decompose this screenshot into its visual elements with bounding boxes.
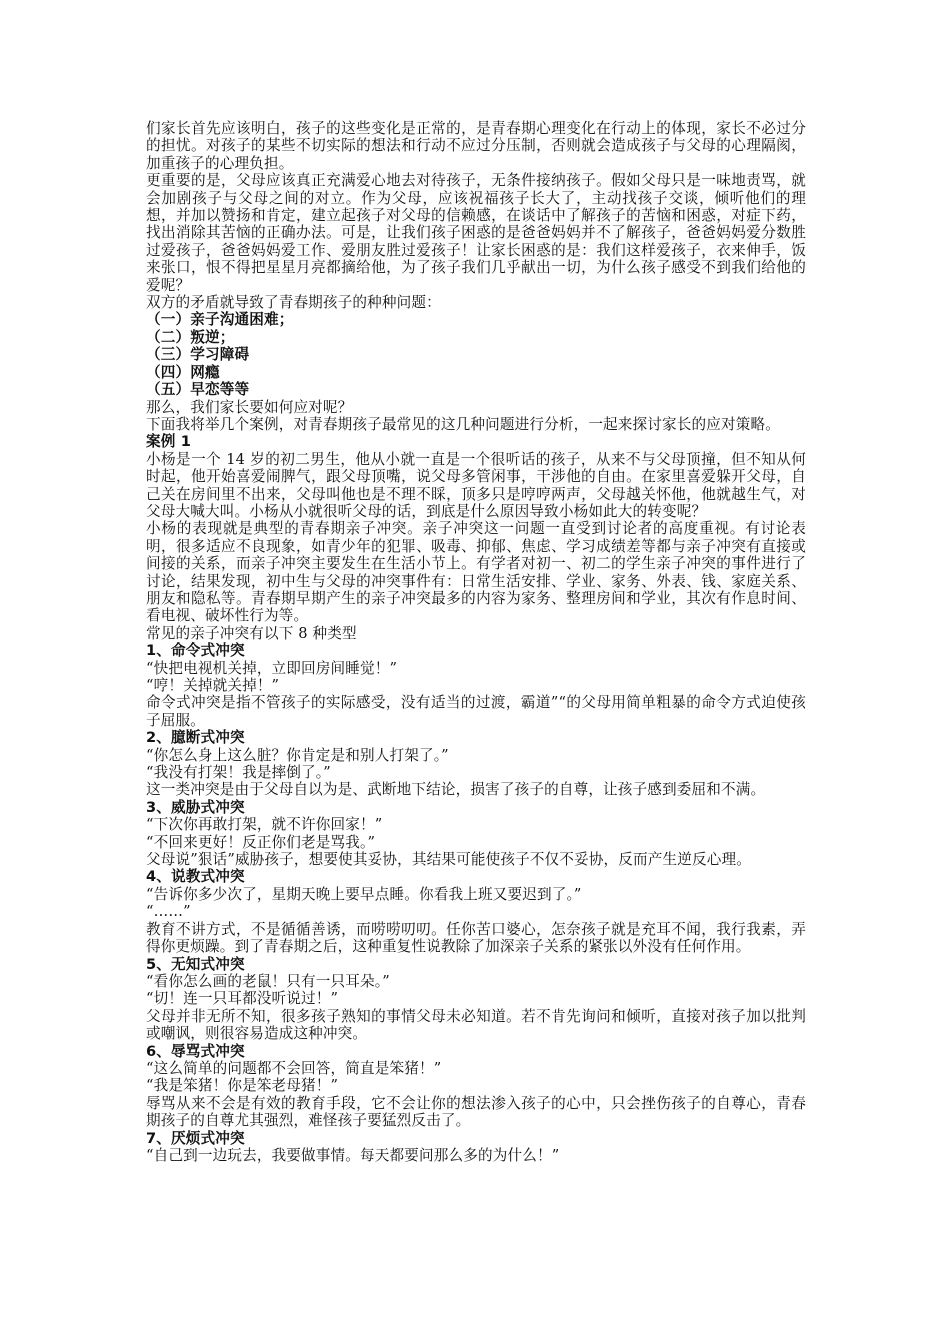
quote: “哼！关掉就关掉！” (146, 677, 280, 694)
quote: “告诉你多少次了，星期天晚上要早点睡。你看我上班又要迟到了。” (146, 885, 582, 903)
quote: “下次你再敢打架，就不许你回家！” (146, 816, 383, 834)
section-heading: 7、厌烦式冲突 (146, 1129, 245, 1147)
paragraph: 命令式冲突是指不管孩子的实际感受，没有适当的过渡，霸道”“的父母用简单粗暴的命令方式迫使孩子屈服。 (146, 694, 806, 729)
quote: “快把电视机关掉，立即回房间睡觉！” (146, 659, 398, 677)
quote: “我是笨猪！你是笨老母猪！” (146, 1077, 339, 1095)
section-heading: 3、威胁式冲突 (146, 798, 245, 816)
paragraph: 辱骂从来不会是有效的教育手段，它不会让你的想法渗入孩子的心中，只会挫伤孩子的自尊心，青春期孩子的自尊尤其强烈，难怪孩子要猛烈反击了。 (146, 1094, 806, 1130)
paragraph: 这一类冲突是由于父母自以为是、武断地下结论，损害了孩子的自尊，让孩子感到委屈和不满。 (146, 781, 766, 799)
section-heading: 5、无知式冲突 (146, 955, 245, 973)
quote: “不回来更好！反正你们老是骂我。” (146, 833, 376, 851)
case-heading: 案例 1 (146, 433, 192, 451)
section-heading: 6、辱骂式冲突 (146, 1042, 245, 1060)
paragraph: 双方的矛盾就导致了青春期孩子的种种问题： (146, 294, 441, 312)
list-item: （一）亲子沟通困难； (146, 311, 294, 329)
section-heading: 2、臆断式冲突 (146, 729, 245, 747)
paragraph: 那么，我们家长要如何应对呢？ (146, 398, 353, 416)
paragraph: 们家长首先应该明白，孩子的这些变化是正常的，是青春期心理变化在行动上的体现，家长不必过分的担忧。对孩子的某些不切实际的想法和行动不应过分压制，否则就会造成孩子与父母的心理隔阂，加重孩子的心理负担。 (146, 120, 806, 172)
paragraph: 小杨的表现就是典型的青春期亲子冲突。亲子冲突这一问题一直受到讨论者的高度重视。有讨论表明，很多适应不良现象，如青少年的犯罪、吸毒、抑郁、焦虑、学习成绩差等都与亲子冲突有直接或间接的关系，而亲子冲突主要发生在生活小节上。有学者对初一、初二的学生亲子冲突的事件进行了讨论，结果发现，初中生与父母的冲突事件有：日常生活安排、学业、家务、外表、钱、家庭关系、朋友和隐私等。青春期早期产生的亲子冲突最多的内容为家务、整理房间和学业，其次有作息时间、看电视、破坏性行为等。 (146, 520, 806, 625)
paragraph: 更重要的是，父母应该真正充满爱心地去对待孩子，无条件接纳孩子。假如父母只是一味地责骂，就会加剧孩子与父母之间的对立。作为父母，应该祝福孩子长大了，主动找孩子交谈，倾听他们的理想，并加以赞扬和肯定，建立起孩子对父母的信赖感，在谈话中了解孩子的苦恼和困惑，对症下药，找出消除其苦恼的正确办法。可是，让我们孩子困惑的是爸爸妈妈并不了解孩子，爸爸妈妈爱分数胜过爱孩子，爸爸妈妈爱工作、爱朋友胜过爱孩子！让家长困惑的是：我们这样爱孩子，衣来伸手，饭来张口，恨不得把星星月亮都摘给他，为了孩子我们几乎献出一切，为什么孩子感受不到我们给他的爱呢？ (146, 172, 806, 294)
section-heading: 4、说教式冲突 (146, 868, 245, 886)
list-item: （五）早恋等等 (146, 381, 250, 399)
quote: “……” (146, 903, 191, 921)
paragraph: 下面我将举几个案例，对青春期孩子最常见的这几种问题进行分析，一起来探讨家长的应对策略。 (146, 415, 780, 433)
document-body (146, 120, 806, 1164)
paragraph: 常见的亲子冲突有以下 8 种类型 (146, 624, 357, 642)
quote: “切！连一只耳都没听说过！” (146, 990, 339, 1008)
list-item: （二）叛逆； (146, 328, 235, 346)
section-heading: 1、命令式冲突 (146, 642, 245, 660)
quote: “自己到一边玩去，我要做事情。每天都要问那么多的为什么！” (146, 1146, 560, 1164)
list-item: （四）网瘾 (146, 363, 220, 381)
paragraph: 教育不讲方式，不是循循善诱，而唠唠叨叨。任你苦口婆心，怎奈孩子就是充耳不闻，我行我素，弄得你更烦躁。到了青春期之后，这种重复性说教除了加深亲子关系的紧张以外没有任何作用。 (146, 920, 806, 956)
list-item: （三）学习障碍 (146, 346, 250, 364)
quote: “这么简单的问题都不会回答，简直是笨猪！” (146, 1059, 442, 1077)
paragraph: 小杨是一个 14 岁的初二男生，他从小就一直是一个很听话的孩子，从来不与父母顶撞，但不知从何时起，他开始喜爱闹脾气，跟父母顶嘴，说父母多管闲事，干涉他的自由。在家里喜爱躲开父母，自己关在房间里不出来，父母叫他也是不理不睬，顶多只是哼哼两声，父母越关怀他，他就越生气，对父母大喊大叫。小杨从小就很听父母的话，到底是什么原因导致小杨如此大的转变呢？ (146, 450, 806, 520)
paragraph: 父母并非无所不知，很多孩子熟知的事情父母未必知道。若不肯先询问和倾听，直接对孩子加以批判或嘲讽，则很容易造成这种冲突。 (146, 1007, 806, 1043)
quote: “我没有打架！我是摔倒了。” (146, 764, 331, 782)
paragraph: 父母说”狠话”威胁孩子，想要使其妥协，其结果可能使孩子不仅不妥协，反而产生逆反心理。 (146, 851, 751, 869)
quote: “看你怎么画的老鼠！只有一只耳朵。” (146, 972, 390, 990)
quote: “你怎么身上这么脏？你肯定是和别人打架了。” (146, 746, 449, 764)
